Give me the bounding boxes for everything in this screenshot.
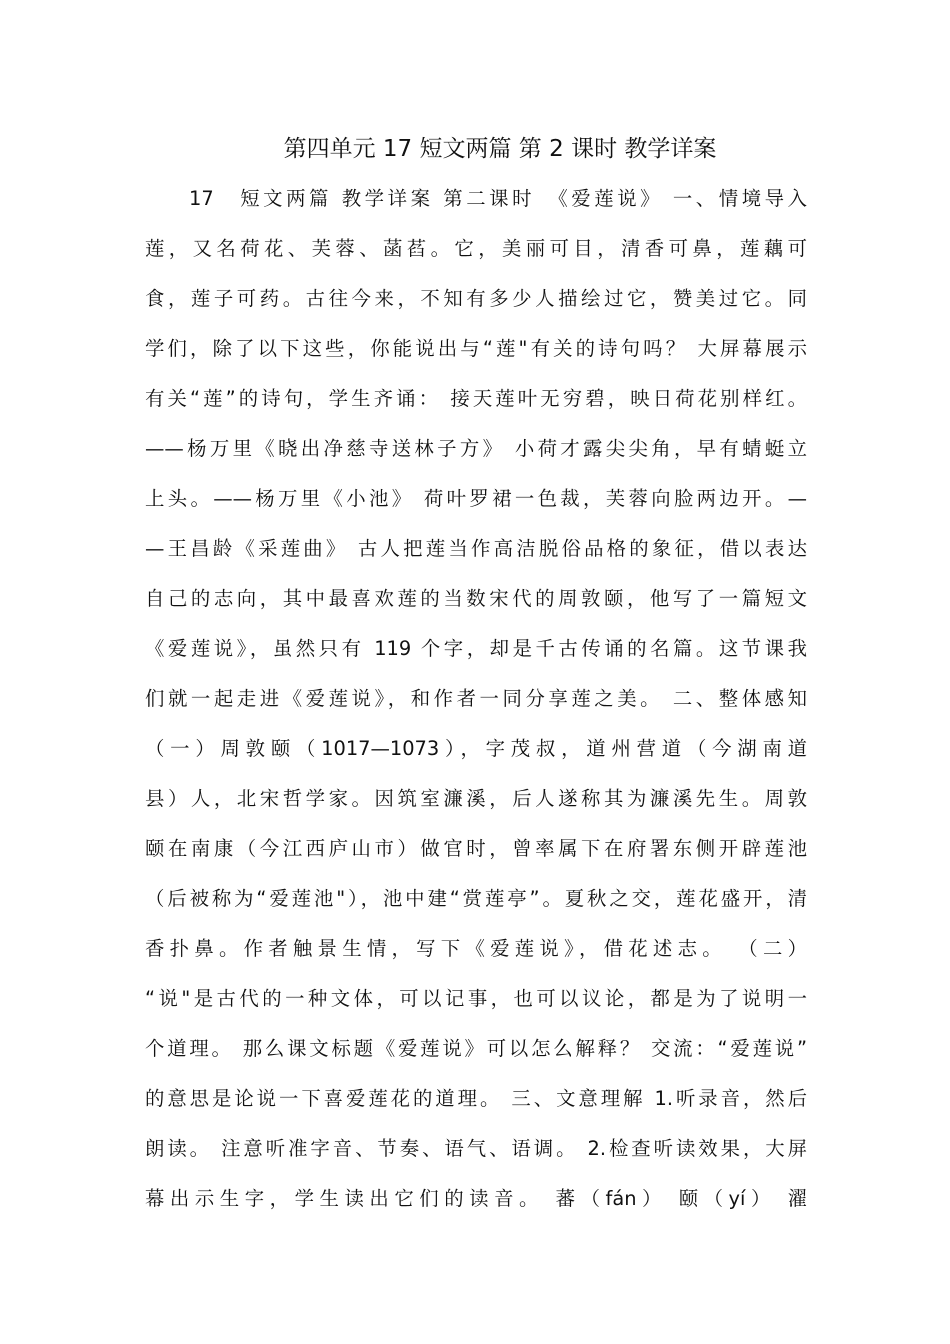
paragraph-line: 《爱莲说》，虽然只有 119 个字，却是千古传诵的名篇。这节课我 bbox=[145, 637, 807, 660]
paragraph-line: 莲，又名荷花、芙蓉、菡萏。它，美丽可目，清香可鼻，莲藕可 bbox=[145, 237, 807, 260]
paragraph-line: 县）人，北宋哲学家。因筑室濂溪，后人遂称其为濂溪先生。周敦 bbox=[145, 787, 807, 810]
paragraph-line: 香扑鼻。作者触景生情，写下《爱莲说》，借花述志。 （二） bbox=[145, 937, 807, 960]
paragraph-line: 们就一起走进《爱莲说》，和作者一同分享莲之美。 二、整体感知 bbox=[145, 687, 807, 710]
paragraph-line: （一）周敦颐（1017—1073），字茂叔，道州营道（今湖南道 bbox=[145, 737, 807, 760]
paragraph-line: 学们，除了以下这些，你能说出与“莲"有关的诗句吗？ 大屏幕展示 bbox=[145, 337, 807, 360]
paragraph-line: 上头。——杨万里《小池》 荷叶罗裙一色裁，芙蓉向脸两边开。— bbox=[145, 487, 807, 510]
paragraph-line: —王昌龄《采莲曲》 古人把莲当作高洁脱俗品格的象征，借以表达 bbox=[145, 537, 807, 560]
paragraph-line: 有关“莲”的诗句，学生齐诵： 接天莲叶无穷碧，映日荷花别样红。 bbox=[145, 387, 807, 410]
paragraph-line: 颐在南康（今江西庐山市）做官时，曾率属下在府署东侧开辟莲池 bbox=[145, 837, 807, 860]
paragraph-line: 朗读。 注意听准字音、节奏、语气、语调。 2.检查听读效果，大屏 bbox=[145, 1137, 807, 1160]
paragraph-line: 自己的志向，其中最喜欢莲的当数宋代的周敦颐，他写了一篇短文 bbox=[145, 587, 807, 610]
body-text bbox=[145, 180, 807, 1230]
paragraph-line: 幕出示生字，学生读出它们的读音。 蕃（fán） 颐（yí） 濯 bbox=[145, 1187, 807, 1210]
paragraph-line: （后被称为“爱莲池"），池中建“赏莲亭”。夏秋之交，莲花盛开，清 bbox=[145, 887, 807, 910]
paragraph-line: ——杨万里《晓出净慈寺送林子方》 小荷才露尖尖角，早有蜻蜓立 bbox=[145, 437, 807, 460]
page-title: 第四单元 17 短文两篇 第 2 课时 教学详案 bbox=[283, 136, 717, 162]
paragraph-line: 17 短文两篇 教学详案 第二课时 《爱莲说》 一、情境导入 bbox=[189, 187, 807, 210]
paragraph-line: “说"是古代的一种文体，可以记事，也可以议论，都是为了说明一 bbox=[145, 987, 807, 1010]
paragraph-line: 食，莲子可药。古往今来，不知有多少人描绘过它，赞美过它。同 bbox=[145, 287, 807, 310]
paragraph-line: 个道理。 那么课文标题《爱莲说》可以怎么解释？ 交流：“爱莲说” bbox=[145, 1037, 807, 1060]
paragraph-line: 的意思是论说一下喜爱莲花的道理。 三、文意理解 1.听录音，然后 bbox=[145, 1087, 807, 1110]
